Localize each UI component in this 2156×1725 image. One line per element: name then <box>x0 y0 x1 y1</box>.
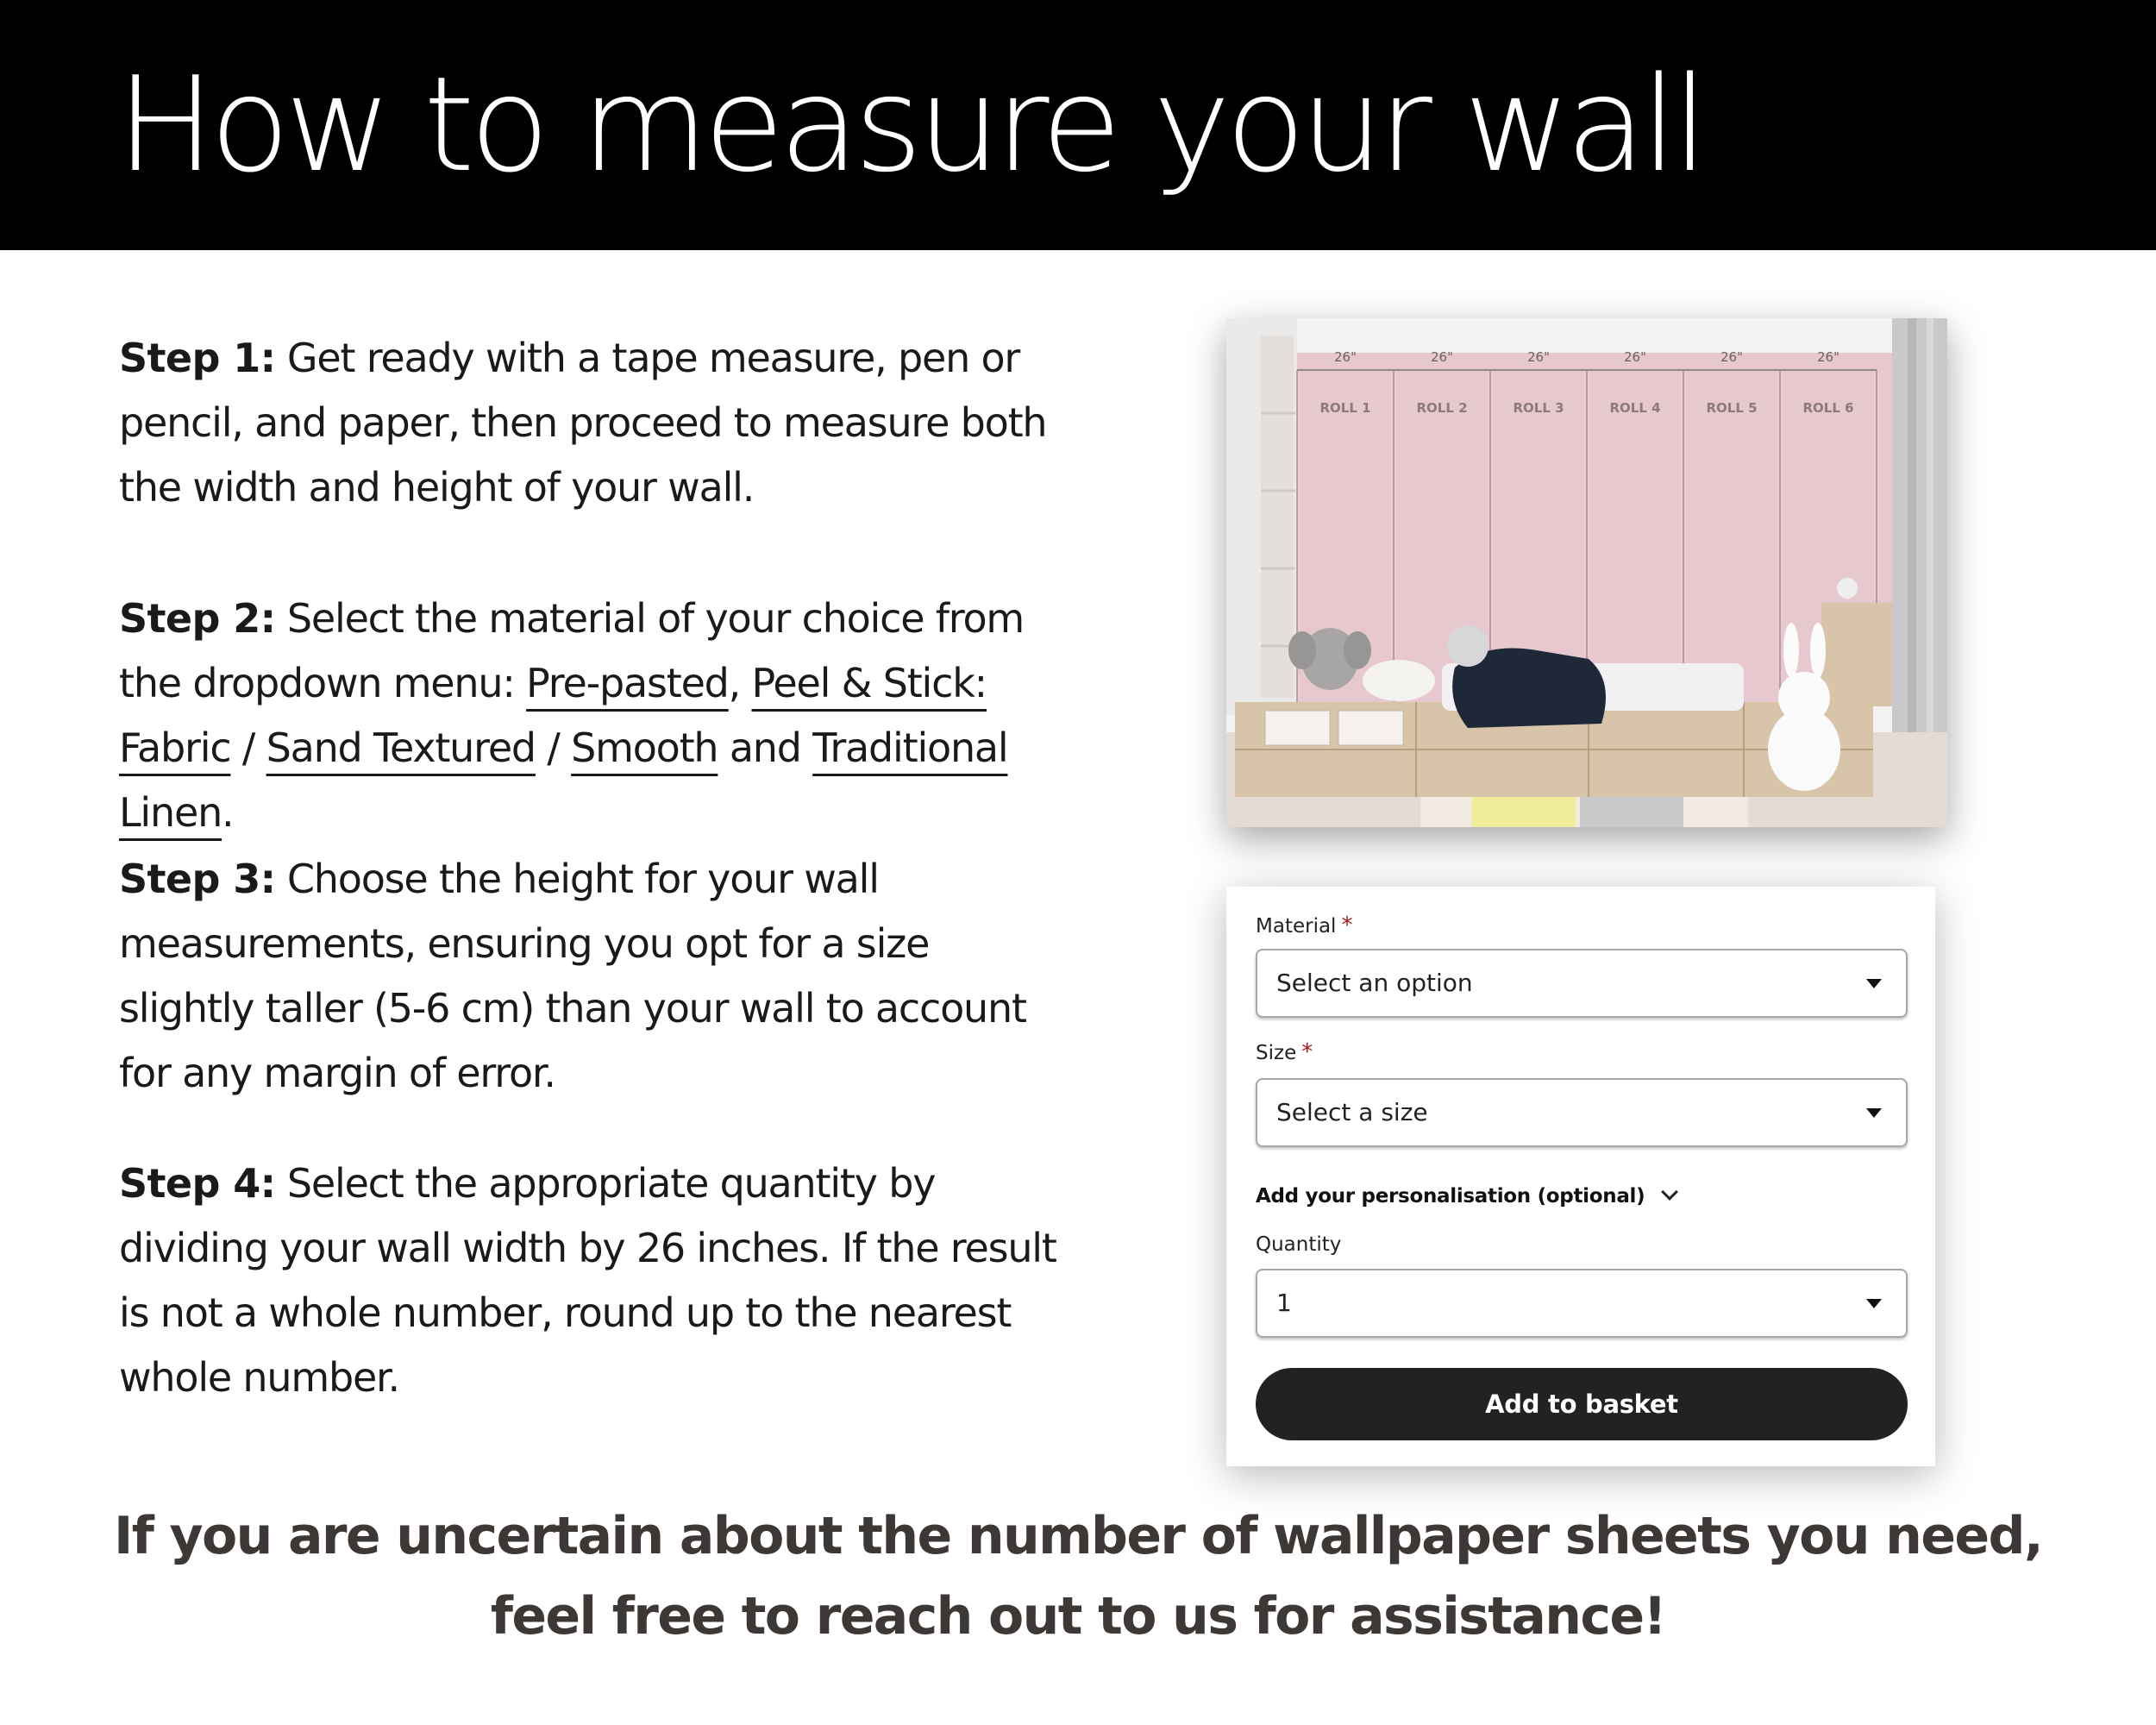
link-smooth[interactable]: Smooth <box>571 724 718 771</box>
material-select[interactable] <box>1256 949 1908 1018</box>
roll-1-width: 26" <box>1334 349 1357 365</box>
link-peel-stick-fabric[interactable]: Peel & Stick: Fabric <box>119 660 987 771</box>
product-options-form <box>1226 887 1935 1466</box>
step-2-intro: Select the material of your choice from the dropdown menu: <box>119 595 1024 706</box>
roll-2-width: 26" <box>1431 349 1453 365</box>
roll-4-width: 26" <box>1624 349 1646 365</box>
size-label: Size * <box>1256 1039 1313 1065</box>
step-1-label: Step 1: <box>119 335 276 381</box>
step-3 <box>119 847 1059 1106</box>
personalisation-toggle[interactable] <box>1256 1185 1676 1208</box>
roll-3-label: ROLL 3 <box>1513 400 1564 416</box>
link-pre-pasted[interactable]: Pre-pasted <box>526 660 729 706</box>
step-4-label: Step 4: <box>119 1160 276 1207</box>
step-4 <box>119 1151 1059 1410</box>
room-measurement-image <box>1226 318 1947 827</box>
page-header <box>0 0 2156 250</box>
right-shelf <box>1821 603 1892 706</box>
step-1-text: Get ready with a tape measure, pen or pencil, and paper, then proceed to measure both the width and height of your wall. <box>119 335 1047 511</box>
storage-box <box>1338 711 1403 745</box>
curtain <box>1892 318 1947 750</box>
material-select-value: Select an option <box>1276 969 1473 997</box>
material-label: Material * <box>1256 913 1353 938</box>
roll-1-label: ROLL 1 <box>1319 400 1371 416</box>
quantity-select[interactable] <box>1256 1269 1908 1338</box>
personalisation-label: Add your personalisation (optional) <box>1256 1185 1645 1208</box>
step-3-label: Step 3: <box>119 856 276 902</box>
chevron-down-icon <box>1661 1183 1678 1201</box>
roll-6-width: 26" <box>1817 349 1839 365</box>
link-sand-textured[interactable]: Sand Textured <box>266 724 536 771</box>
polar-bear-toy <box>1363 660 1435 701</box>
required-mark: * <box>1341 913 1353 938</box>
required-mark: * <box>1301 1039 1313 1065</box>
caret-down-icon <box>1866 1299 1882 1308</box>
storage-box <box>1265 711 1330 745</box>
quantity-label: Quantity <box>1256 1233 1342 1256</box>
roll-6-label: ROLL 6 <box>1802 400 1854 416</box>
step-2-sep: and <box>718 724 813 771</box>
roll-3-width: 26" <box>1527 349 1550 365</box>
step-2-sep: , <box>728 660 752 706</box>
caret-down-icon <box>1866 1108 1882 1118</box>
page-title: How to measure your wall <box>116 48 1704 201</box>
step-2-end: . <box>222 789 234 836</box>
bear-toy <box>1447 625 1489 667</box>
step-1 <box>119 326 1059 520</box>
room-illustration <box>1226 318 1947 827</box>
help-note-line-2: feel free to reach out to us for assistance! <box>490 1586 1666 1647</box>
help-note-line-1: If you are uncertain about the number of wallpaper sheets you need, <box>113 1506 2043 1566</box>
step-2-sep: / <box>535 724 572 771</box>
roll-4-label: ROLL 4 <box>1609 400 1661 416</box>
caret-down-icon <box>1866 979 1882 988</box>
step-2 <box>119 586 1059 845</box>
step-3-text: Choose the height for your wall measurements, ensuring you opt for a size slightly taller (5-6 cm) than your wall to account for any margin of error. <box>119 856 1026 1096</box>
roll-5-label: ROLL 5 <box>1706 400 1758 416</box>
add-to-basket-button[interactable]: Add to basket <box>1256 1368 1908 1440</box>
roll-2-label: ROLL 2 <box>1416 400 1468 416</box>
size-select-value: Select a size <box>1276 1098 1428 1126</box>
roll-5-width: 26" <box>1720 349 1743 365</box>
step-4-text: Select the appropriate quantity by dividing your wall width by 26 inches. If the result is not a whole number, round up to the nearest whole number. <box>119 1160 1056 1401</box>
quantity-select-value: 1 <box>1276 1289 1292 1317</box>
step-2-label: Step 2: <box>119 595 276 642</box>
help-note <box>0 1496 2156 1657</box>
step-2-sep: / <box>230 724 266 771</box>
size-select[interactable] <box>1256 1078 1908 1147</box>
link-traditional-linen[interactable]: Traditional Linen <box>119 724 1008 836</box>
